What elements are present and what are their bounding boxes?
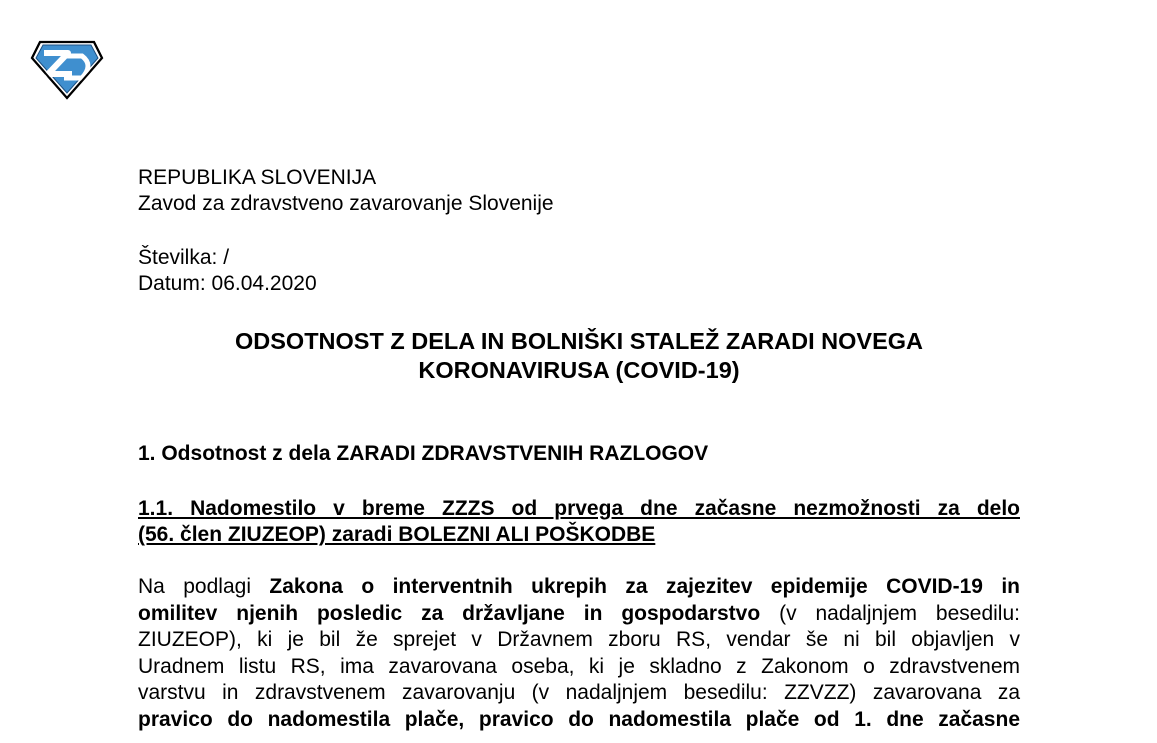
paragraph-line-6: pravico do nadomestila plače, pravico do nadomestila plače od 1. dne začasne: [138, 707, 1020, 731]
reference-block: [138, 245, 317, 297]
subsection-heading: [138, 496, 1020, 548]
institute-name: Zavod za zdravstveno zavarovanje Slovenije: [138, 192, 554, 215]
document-number: Številka: /: [138, 246, 230, 269]
document-date: Datum: 06.04.2020: [138, 272, 317, 295]
bold-run: omilitev njenih posledic za državljane in gospodarstvo: [138, 601, 761, 625]
bold-run: Zakona o interventnih ukrepih za zajezitev epidemije COVID-19 in: [269, 575, 1021, 598]
paragraph-line-2: [138, 601, 1020, 628]
paragraph-line-3: ZIUZEOP), ki je bil že sprejet v Državnem zboru RS, vendar še ni bil objavljen v: [138, 628, 1020, 651]
subsection-line-2: (56. člen ZIUZEOP) zaradi BOLEZNI ALI POŠKODBE: [138, 523, 656, 546]
text-run: Na podlagi: [138, 575, 270, 598]
subsection-line-1: 1.1. Nadomestilo v breme ZZZS od prvega dne začasne nezmožnosti za delo: [138, 497, 1020, 520]
zzzs-logo: [30, 40, 104, 100]
paragraph-line-1: [138, 574, 1020, 601]
section-number: 1. Odsotnost z dela: [138, 442, 331, 465]
republic-name: REPUBLIKA SLOVENIJA: [138, 166, 377, 189]
section-title: ZARADI ZDRAVSTVENIH RAZLOGOV: [336, 442, 709, 465]
document-title: [138, 327, 1020, 385]
section-heading: [138, 442, 708, 466]
body-paragraph: [138, 574, 1020, 733]
text-run: (v nadaljnjem besedilu:: [760, 601, 1020, 625]
title-line-1: ODSOTNOST Z DELA IN BOLNIŠKI STALEŽ ZARADI NOVEGA: [234, 328, 924, 354]
paragraph-line-5: varstvu in zdravstvenem zavarovanju (v nadaljnjem besedilu: ZZVZZ) zavarovana za: [138, 681, 1020, 704]
title-line-2: KORONAVIRUSA (COVID-19): [418, 357, 740, 383]
paragraph-line-4: Uradnem listu RS, ima zavarovana oseba, ki je skladno z Zakonom o zdravstvenem: [138, 654, 1020, 678]
header-block: [138, 165, 554, 217]
